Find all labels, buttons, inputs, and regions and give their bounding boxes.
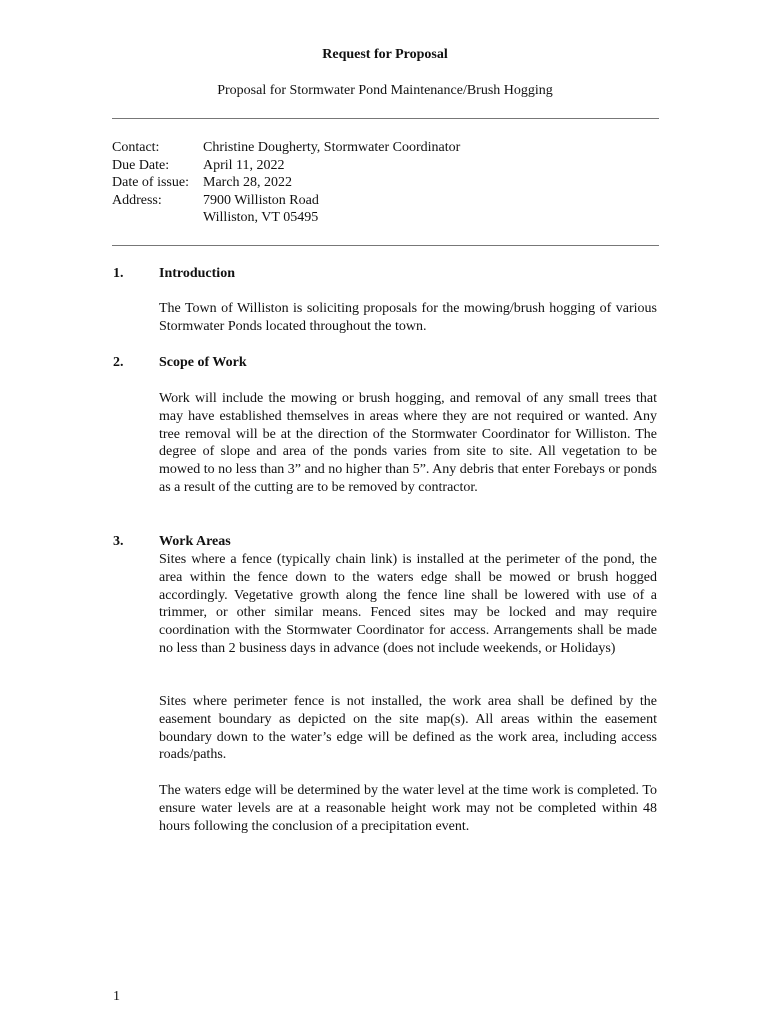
section-number: 3.	[113, 534, 124, 549]
section-heading-introduction: Introduction	[159, 266, 235, 281]
issue-date-row	[112, 174, 460, 192]
address-label-spacer	[112, 209, 203, 227]
address-line-1: 7900 Williston Road	[203, 192, 319, 208]
section-number: 1.	[113, 266, 124, 281]
header-divider	[112, 118, 659, 119]
section-heading-work-areas: Work Areas	[159, 534, 231, 549]
contact-label: Contact:	[112, 140, 160, 155]
document-subtitle: Proposal for Stormwater Pond Maintenance/Brush Hogging	[217, 83, 553, 98]
issue-date-value: March 28, 2022	[203, 175, 293, 191]
section-heading-scope-of-work: Scope of Work	[159, 355, 247, 370]
address-line-2: Williston, VT 05495	[203, 210, 319, 226]
page-number: 1	[113, 989, 120, 1004]
due-date-label: Due Date:	[112, 157, 170, 173]
address-row	[112, 192, 460, 210]
proposal-details	[112, 139, 460, 227]
work-areas-paragraph-fenced: Sites where a fence (typically chain link) is installed at the perimeter of the pond, the area within the fence down to the waters edge shall be mowed or brush hogged accordingly. Vegetative growth along the fence line shall be lowered with use of a trimmer, or other similar means. Fenced sites may be locked and may require coordination with the Stormwater Coordinator for access. Arrangements shall be made no less than 2 business days in advance (does not include weekends, or Holidays)	[159, 552, 657, 656]
work-areas-paragraph-waters-edge: The waters edge will be determined by the water level at the time work is completed. To ensure water levels are at a reasonable height work may not be completed within 48 hours following the conclusion of a precipitation event.	[159, 783, 657, 834]
contact-value: Christine Dougherty, Stormwater Coordinator	[203, 140, 461, 155]
document-title: Request for Proposal	[322, 47, 448, 62]
address-row-2	[112, 209, 460, 227]
details-divider	[112, 245, 659, 246]
address-label: Address:	[112, 192, 162, 208]
section-number: 2.	[113, 355, 124, 370]
scope-paragraph: Work will include the mowing or brush hogging, and removal of any small trees that may have established themselves in areas where they are not required or wanted. Any tree removal will be at the direction of the Stormwater Coordinator for Williston. The degree of slope and area of the ponds varies from site to site. All vegetation to be mowed to no less than 3” and no higher than 5”. Any debris that enter Forebays or ponds as a result of the cutting are to be removed by contractor.	[159, 391, 657, 495]
introduction-paragraph: The Town of Williston is soliciting proposals for the mowing/brush hogging of various Stormwater Ponds located throughout the town.	[159, 301, 657, 334]
due-date-row	[112, 157, 460, 175]
contact-row	[112, 139, 460, 157]
work-areas-paragraph-unfenced: Sites where perimeter fence is not installed, the work area shall be defined by the easement boundary as depicted on the site map(s). All areas within the easement boundary down to the water’s edge will be defined as the work area, including access roads/paths.	[159, 694, 657, 763]
due-date-value: April 11, 2022	[203, 157, 285, 173]
issue-date-label: Date of issue:	[112, 175, 189, 191]
